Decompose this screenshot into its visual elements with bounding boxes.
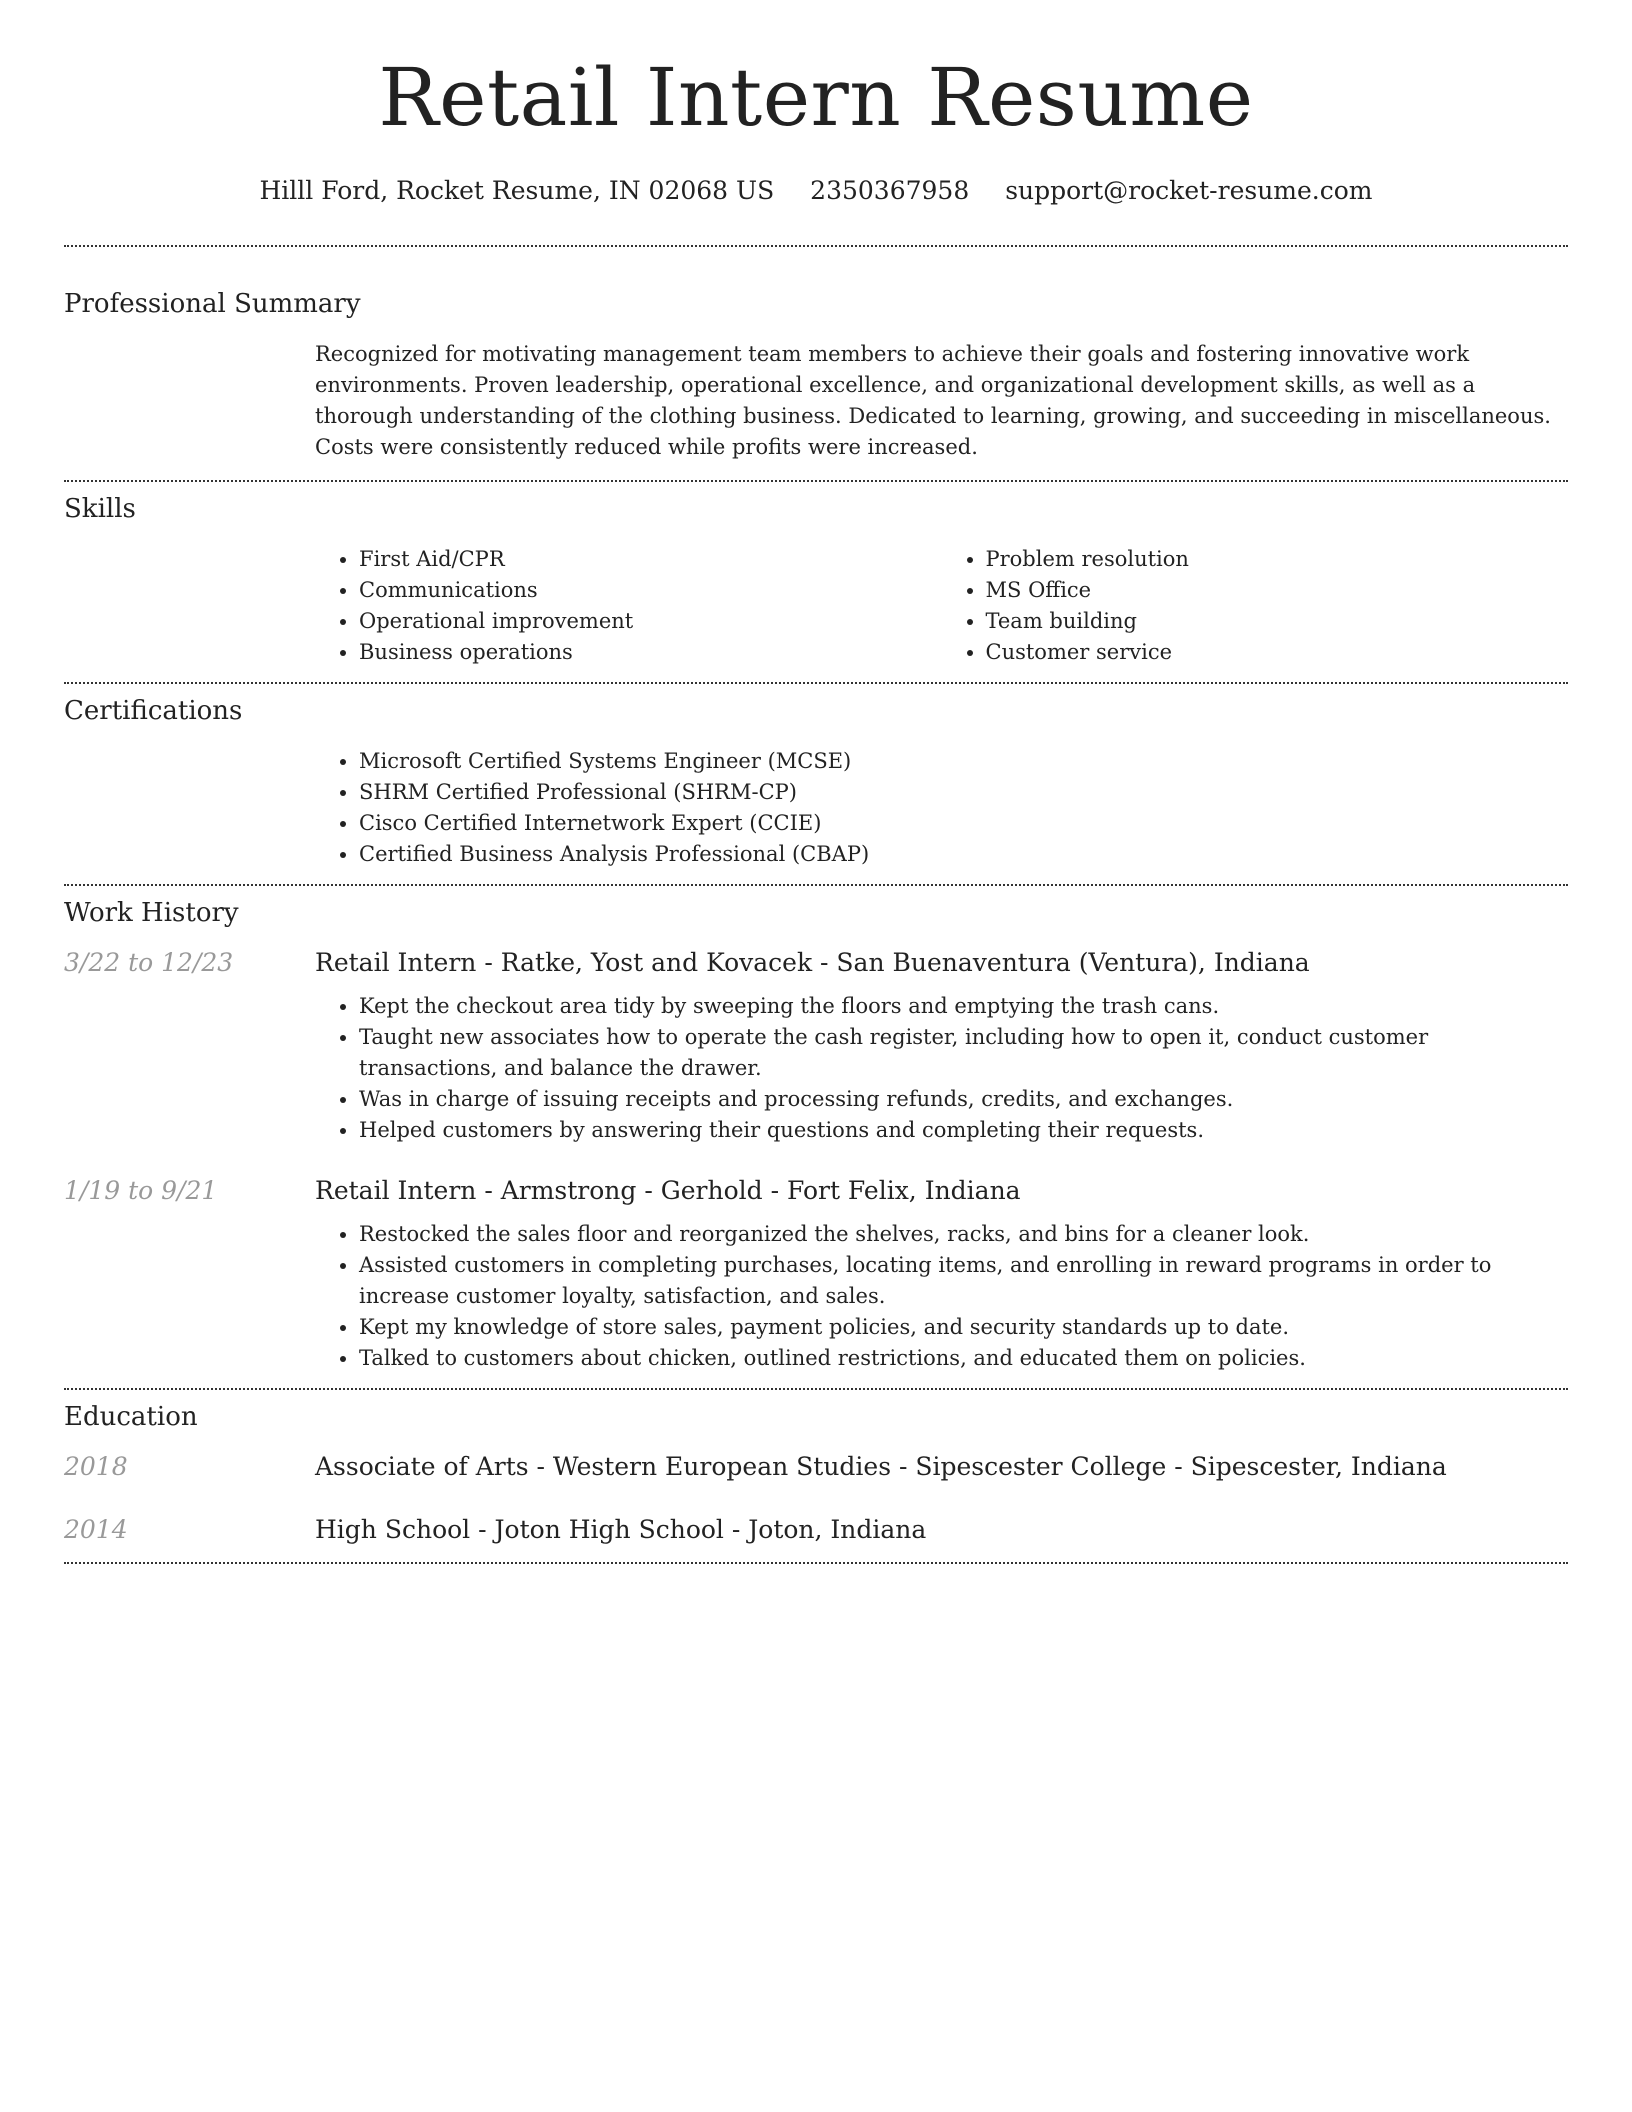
- skills-list-left: [315, 544, 942, 668]
- skill-item: • MS Office: [986, 575, 1569, 606]
- skill-item: • Business operations: [359, 637, 942, 668]
- certifications-content: [315, 746, 1568, 870]
- job-bullet: • Taught new associates how to operate the cash register, including how to open it, conduct customer transactions, and balance the drawer.: [359, 1022, 1568, 1084]
- job-bullets-container: [315, 1219, 1568, 1374]
- resume-title: Retail Intern Resume: [378, 51, 1254, 144]
- certification-item: • SHRM Certified Professional (SHRM-CP): [359, 777, 1568, 808]
- education-entry: [64, 1452, 1568, 1481]
- certifications-section: [64, 684, 1568, 884]
- education-title: High School - Joton High School - Joton, Indiana: [315, 1515, 927, 1544]
- education-title: Associate of Arts - Western European Studies - Sipescester College - Sipescester, Indiana: [315, 1452, 1447, 1481]
- education-date: 2018: [64, 1452, 128, 1481]
- contact-address: Hilll Ford, Rocket Resume, IN 02068 US: [259, 176, 775, 205]
- skills-heading: Skills: [64, 494, 136, 524]
- job-bullets: [315, 991, 1568, 1146]
- job-bullet: • Talked to customers about chicken, outlined restrictions, and educated them on policies.: [359, 1343, 1568, 1374]
- skill-item: • Customer service: [986, 637, 1569, 668]
- education-date: 2014: [64, 1515, 128, 1544]
- job-bullet: • Assisted customers in completing purchases, locating items, and enrolling in reward programs in order to increase customer loyalty, satisfaction, and sales.: [359, 1250, 1568, 1312]
- section-divider: [64, 1562, 1568, 1564]
- skills-section: [64, 482, 1568, 682]
- certification-item: • Microsoft Certified Systems Engineer (MCSE): [359, 746, 1568, 777]
- job-entry: [64, 1176, 1568, 1205]
- resume-page: [64, 0, 1568, 1564]
- job-title: Retail Intern - Ratke, Yost and Kovacek - San Buenaventura (Ventura), Indiana: [315, 948, 1310, 977]
- job-date: 1/19 to 9/21: [64, 1176, 218, 1205]
- certifications-list: [315, 746, 1568, 870]
- job-bullet: • Kept the checkout area tidy by sweeping the floors and emptying the trash cans.: [359, 991, 1568, 1022]
- job-bullets-container: [315, 991, 1568, 1146]
- certification-item: • Cisco Certified Internetwork Expert (CCIE): [359, 808, 1568, 839]
- job-bullet: • Was in charge of issuing receipts and processing refunds, credits, and exchanges.: [359, 1084, 1568, 1115]
- work-section: [64, 886, 1568, 1388]
- contact-phone: 2350367958: [810, 176, 970, 205]
- skill-item: • Operational improvement: [359, 606, 942, 637]
- education-section: [64, 1390, 1568, 1562]
- skill-item: • First Aid/CPR: [359, 544, 942, 575]
- job-date: 3/22 to 12/23: [64, 948, 234, 977]
- skill-item: • Team building: [986, 606, 1569, 637]
- skills-grid: [315, 544, 1568, 668]
- contact-line: [64, 176, 1568, 205]
- job-bullet: • Restocked the sales floor and reorganized the shelves, racks, and bins for a cleaner look.: [359, 1219, 1568, 1250]
- summary-section: [64, 247, 1568, 480]
- job-bullet: • Kept my knowledge of store sales, payment policies, and security standards up to date.: [359, 1312, 1568, 1343]
- certification-item: • Certified Business Analysis Professional (CBAP): [359, 839, 1568, 870]
- education-entry: [64, 1515, 1568, 1544]
- skills-list-right: [942, 544, 1569, 668]
- work-heading: Work History: [64, 898, 239, 928]
- job-bullet: • Helped customers by answering their questions and completing their requests.: [359, 1115, 1568, 1146]
- summary-heading: Professional Summary: [64, 289, 361, 319]
- education-heading: Education: [64, 1402, 198, 1432]
- skill-item: • Problem resolution: [986, 544, 1569, 575]
- skill-item: • Communications: [359, 575, 942, 606]
- job-entry: [64, 948, 1568, 977]
- summary-text: Recognized for motivating management team members to achieve their goals and fostering innovative work environments. Proven leadership, operational excellence, and organizational development skills, as well as a thorough understanding of the clothing business. Dedicated to learning, growing, and succeeding in miscellaneous. Costs were consistently reduced while profits were increased.: [315, 342, 1551, 459]
- certifications-heading: Certifications: [64, 696, 243, 726]
- contact-email: support@rocket-resume.com: [1005, 176, 1373, 205]
- job-bullets: [315, 1219, 1568, 1374]
- job-title: Retail Intern - Armstrong - Gerhold - Fort Felix, Indiana: [315, 1176, 1021, 1205]
